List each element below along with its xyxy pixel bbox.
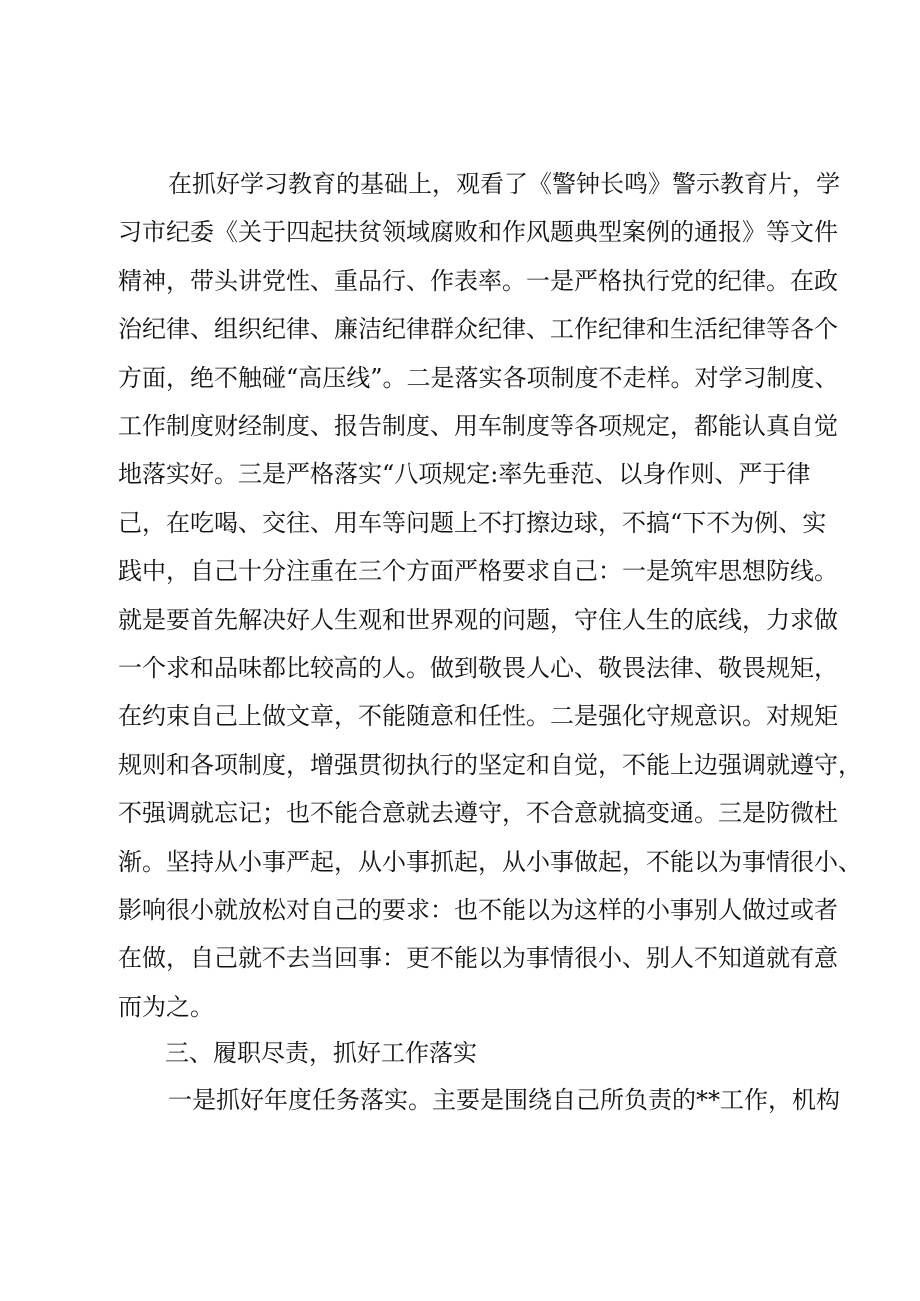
paragraph-line: 就是要首先解决好人生观和世界观的问题，守住人生的底线，力求做 [118, 605, 838, 634]
paragraph-line: 一个求和品味都比较高的人。做到敬畏人心、敬畏法律、敬畏规矩， [118, 654, 838, 682]
paragraph-line: 习市纪委《关于四起扶贫领域腐败和作风题典型案例的通报》等文件 [118, 218, 838, 247]
paragraph-line: 践中，自己十分注重在三个方面严格要求自己：一是筑牢思想防线。 [118, 557, 838, 586]
paragraph-line: 己，在吃喝、交往、用车等问题上不打擦边球，不搞“下不为例、实 [118, 508, 827, 537]
paragraph-line: 一是抓好年度任务落实。主要是围绕自己所负责的**工作，机构 [168, 1086, 840, 1114]
paragraph-line: 方面，绝不触碰“高压线”。二是落实各项制度不走样。对学习制度、 [118, 363, 839, 392]
paragraph-line: 工作制度财经制度、报告制度、用车制度等各项规定，都能认真自觉 [118, 412, 838, 440]
paragraph-line: 地落实好。三是严格落实“八项规定:率先垂范、以身作则、严于律 [118, 460, 811, 489]
paragraph-line: 治纪律、组织纪律、廉洁纪律群众纪律、工作纪律和生活纪律等各个 [118, 315, 838, 344]
paragraph-line: 规则和各项制度，增强贯彻执行的坚定和自觉，不能上边强调就遵守， [118, 750, 862, 779]
paragraph-line: 精神，带头讲党性、重品行、作表率。一是严格执行党的纪律。在政 [118, 266, 838, 295]
paragraph-line: 不强调就忘记；也不能合意就去遵守，不合意就搞变通。三是防微杜 [118, 799, 838, 828]
paragraph-line: 在抓好学习教育的基础上，观看了《警钟长鸣》警示教育片，学 [168, 170, 840, 198]
paragraph-line: 在约束自己上做文章，不能随意和任性。二是强化守规意识。对规矩 [118, 702, 838, 731]
paragraph-line: 影响很小就放松对自己的要求：也不能以为这样的小事别人做过或者 [118, 896, 838, 924]
paragraph-line: 渐。坚持从小事严起，从小事抓起，从小事做起，不能以为事情很小、 [118, 847, 862, 876]
paragraph-line: 而为之。 [118, 992, 214, 1021]
paragraph-line: 在做，自己就不去当回事：更不能以为事情很小、别人不知道就有意 [118, 944, 838, 973]
section-heading: 三、履职尽责，抓好工作落实 [165, 1039, 477, 1067]
